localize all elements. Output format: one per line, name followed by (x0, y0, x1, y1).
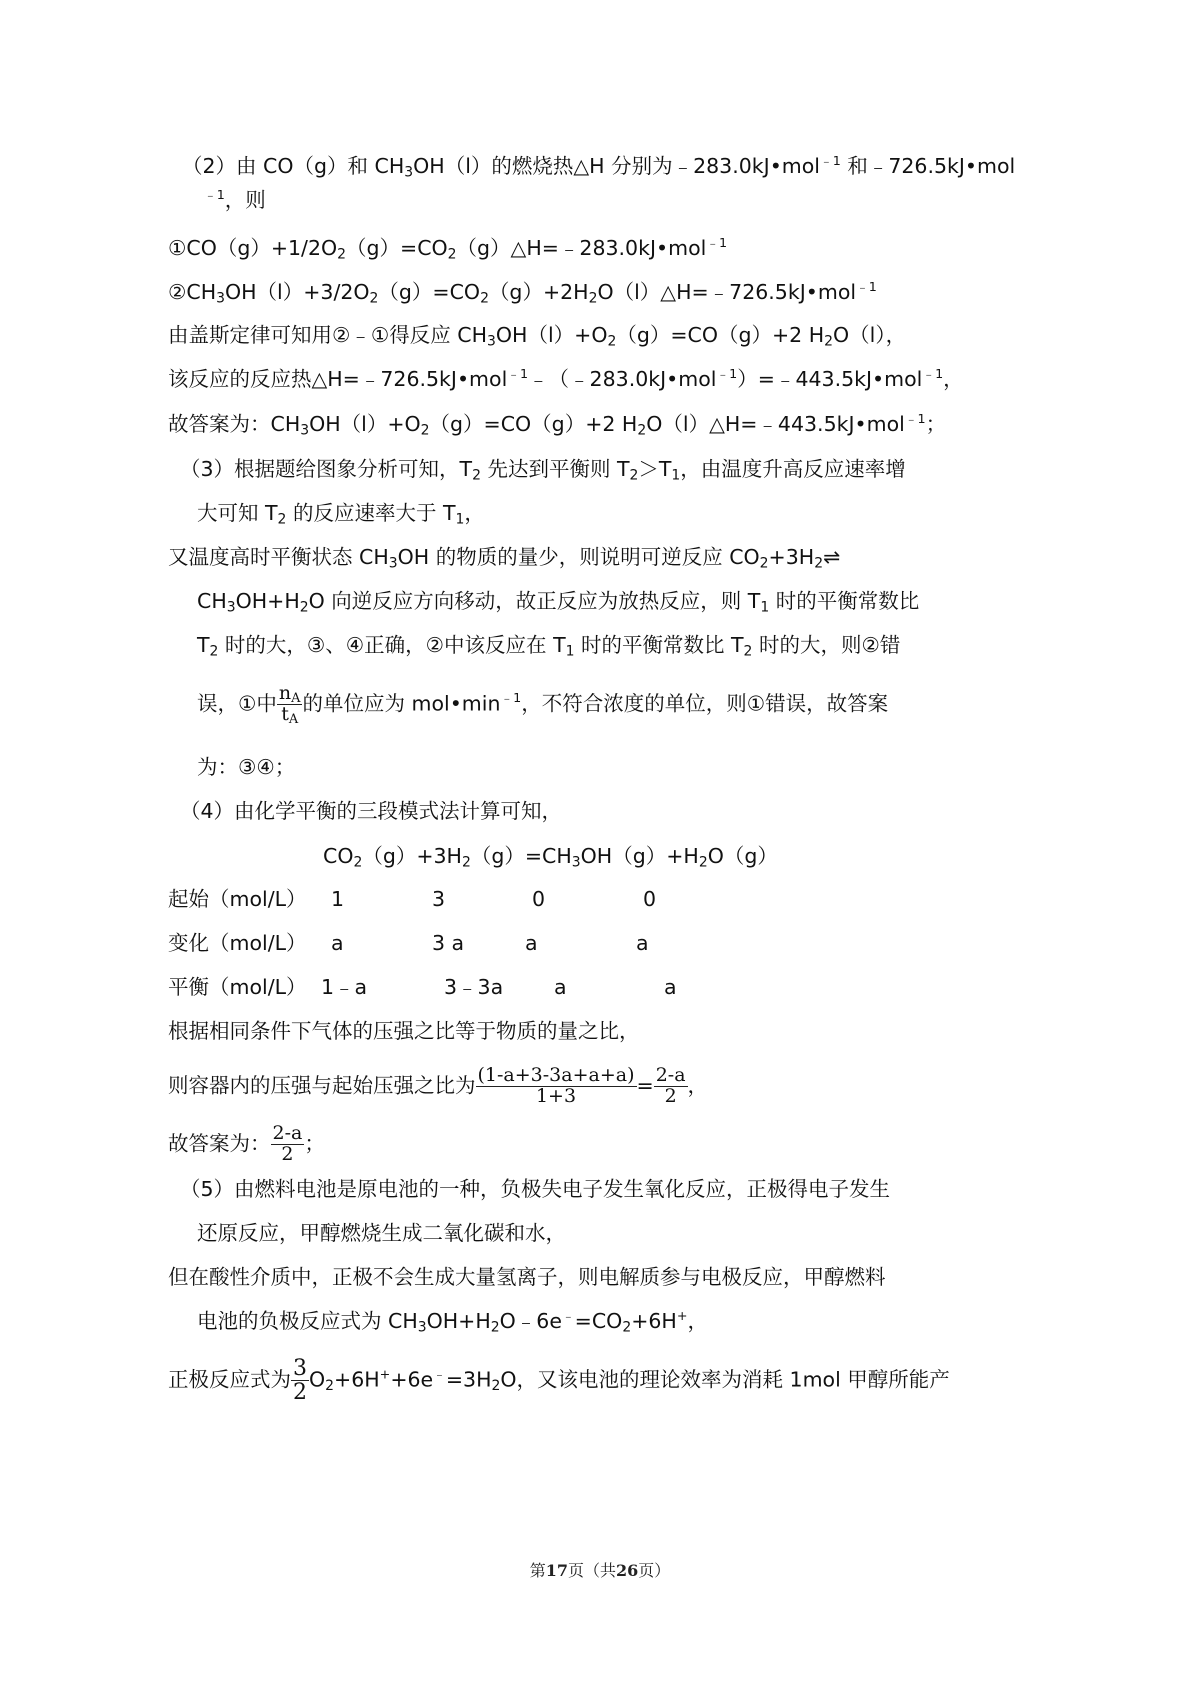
equation-1: $①CO(g)+1/2O_2(g)=CO_2(g)\triangle H=﹣283.0kJ•mol^{﹣1}$ (168, 234, 728, 263)
equation-reaction: $CO_2(g)+3H_2(g)=CH_3OH(g)+H_2O(g)$ (323, 844, 778, 871)
text-line: （3）根据题给图象分析可知，$T_2$ 先达到平衡则 $T_2>T_1$，由温度升高反应速率增 (180, 457, 906, 484)
text-line: $^{﹣1}$，则 (204, 186, 266, 212)
text-line: 故答案为：$CH_3OH(l)+O_2(g)=CO(g)+2$ $H_2O(l)\triangle H=﹣443.5kJ•mol^{﹣1}$； (168, 410, 947, 439)
table-cell: a (525, 931, 538, 955)
text-line: 又温度高时平衡状态 $CH_3OH$ 的物质的量少，则说明可逆反应 $CO_2+3H_2\rightleftharpoons$ (168, 545, 841, 572)
fraction-three-halves: $\frac{3}{2}$ (293, 1356, 307, 1406)
table-cell: a (664, 975, 677, 999)
table-cell: a (636, 931, 649, 955)
fraction-nA-tA: $\frac{n_A}{t_A}$ (278, 682, 301, 728)
text-line: 为：③④； (197, 755, 296, 779)
table-cell: 3 a (432, 931, 465, 955)
table-row-label: 平衡（mol/L） (168, 975, 307, 999)
table-cell: 3﹣3a (444, 975, 504, 999)
equation-2: $②CH_3OH(l)+3/2O_2(g)=CO_2(g)+2H_2O(l)\triangle H=﹣726.5kJ•mol^{﹣1}$ (168, 278, 877, 307)
text-line: $CH_3OH+H_2O$ 向逆反应方向移动，故正反应为放热反应，则 $T_1$ 时的平衡常数比 (197, 589, 920, 616)
table-row-label: 起始（mol/L） (168, 887, 307, 911)
text-line: 但在酸性介质中，正极不会生成大量氢离子，则电解质参与电极反应，甲醇燃料 (168, 1265, 886, 1289)
page-total: 26 (616, 1561, 639, 1580)
text-line: （4）由化学平衡的三段模式法计算可知， (180, 799, 563, 823)
text-line: 根据相同条件下气体的压强之比等于物质的量之比， (168, 1019, 640, 1043)
table-cell: 3 (432, 887, 446, 911)
page-footer: 第17页（共26页） (529, 1561, 671, 1580)
fraction-result: $\frac{2-a}{2}$ (655, 1064, 686, 1107)
text-line: （5）由燃料电池是原电池的一种，负极失电子发生氧化反应，正极得电子发生 (180, 1177, 891, 1201)
table-cell: 1 (331, 887, 345, 911)
text-line: 正极反应式为 $\frac{3}{2}$ $O_2+6H^++6e^﹣=3H_2O$，又该电池的理论效率为消耗 1mol 甲醇所能产 (168, 1356, 950, 1406)
text-line: 还原反应，甲醇燃烧生成二氧化碳和水， (197, 1221, 566, 1245)
text-line: 则容器内的压强与起始压强之比为 $\frac{(1-a+3-3a+a+a)}{1+3}$ = $\frac{2-a}{2}$ ， (168, 1064, 709, 1107)
text-line: 误，①中 $\frac{n_A}{t_A}$ 的单位应为 $mol•\min^{﹣1}$，不符合浓度的单位，则①错误，故答案 (197, 682, 889, 728)
text-line: 故答案为： $\frac{2-a}{2}$ ； (168, 1122, 325, 1165)
text-line: 由盖斯定律可知用②﹣①得反应 $CH_3OH(l)+O_2(g)=CO(g)+2$ $H_2O(l)$， (168, 323, 907, 350)
table-cell: a (331, 931, 344, 955)
text-line: 该反应的反应热△H=﹣726.5kJ•mol$^{﹣1}$﹣（﹣283.0kJ•mol$^{﹣1}$）=﹣443.5kJ•mol$^{﹣1}$， (168, 365, 964, 391)
text-line: $T_2$ 时的大，③、④正确，②中该反应在 $T_1$ 时的平衡常数比 $T_2$ 时的大，则②错 (197, 633, 901, 660)
page-number: 17 (545, 1561, 568, 1580)
table-cell: 1﹣a (321, 975, 368, 999)
table-cell: a (554, 975, 567, 999)
table-cell: 0 (532, 887, 546, 911)
text-line: 电池的负极反应式为 $CH_3OH+H_2O﹣6e^﹣=CO_2+6H^+$， (197, 1307, 708, 1336)
fraction-answer: $\frac{2-a}{2}$ (272, 1122, 303, 1165)
text-line: 大可知 $T_2$ 的反应速率大于 $T_1$， (197, 501, 485, 528)
table-row-label: 变化（mol/L） (168, 931, 307, 955)
text-line: （2）由 CO（g）和 $CH_3OH(l)$的燃烧热△H 分别为﹣283.0kJ•mol$^{﹣1}$ 和﹣726.5kJ•mol (182, 152, 1016, 181)
table-cell: 0 (643, 887, 657, 911)
fraction-pressure-ratio: $\frac{(1-a+3-3a+a+a)}{1+3}$ (477, 1064, 635, 1107)
